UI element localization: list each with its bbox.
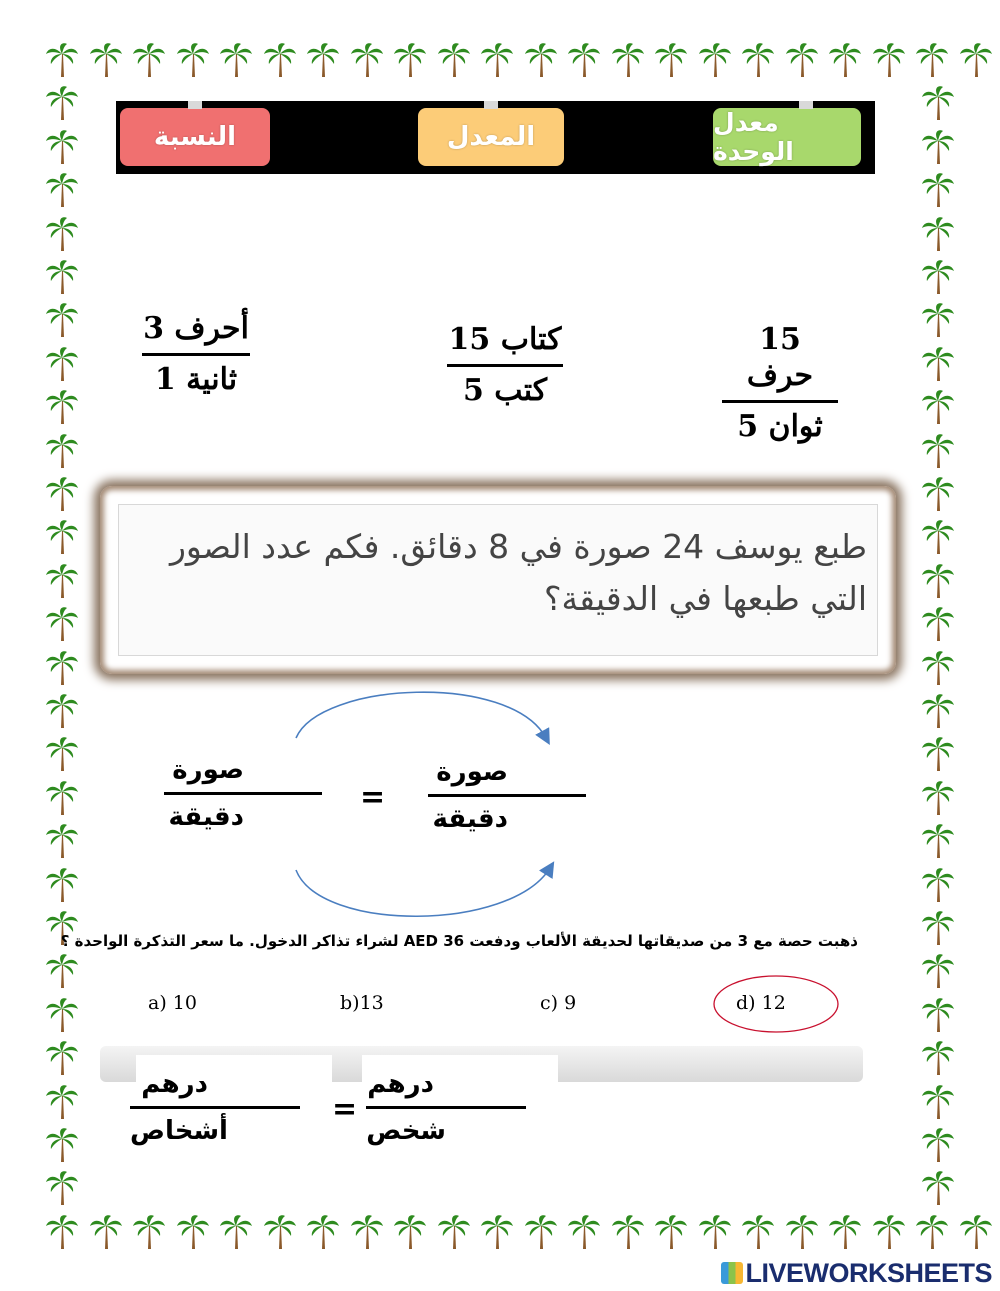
palm-tree-icon — [920, 1170, 956, 1212]
proportion2-left-fraction — [130, 1068, 300, 1147]
fraction-bar — [366, 1106, 526, 1109]
tab-bar — [116, 101, 875, 174]
palm-tree-icon — [44, 129, 80, 171]
palm-tree-icon — [920, 346, 956, 388]
fraction-denominator: 1 ثانية — [154, 362, 238, 397]
palm-tree-icon — [920, 216, 956, 258]
palm-tree-icon — [479, 42, 515, 84]
fraction-numerator: درهم — [367, 1069, 434, 1099]
palm-tree-icon — [479, 1214, 515, 1256]
top-arrow — [296, 692, 546, 738]
fraction-bar — [142, 353, 250, 356]
palm-tree-icon — [44, 476, 80, 518]
palm-tree-icon — [784, 42, 820, 84]
palm-tree-icon — [44, 1214, 80, 1256]
fraction-bar — [722, 400, 838, 403]
problem-text: طبع يوسف 24 صورة في 8 دقائق. فكم عدد الصور التي طبعها في الدقيقة؟ — [118, 504, 878, 656]
palm-tree-icon — [436, 42, 472, 84]
tab-ratio[interactable] — [120, 108, 270, 166]
palm-tree-icon — [920, 1040, 956, 1082]
tab-unit-rate[interactable] — [713, 108, 861, 166]
palm-tree-icon — [784, 1214, 820, 1256]
fraction-bar — [447, 364, 563, 367]
palm-tree-icon — [218, 1214, 254, 1256]
palm-tree-icon — [920, 172, 956, 214]
fraction-numerator: 3 أحرف — [143, 311, 249, 346]
palm-tree-icon — [44, 780, 80, 822]
palm-tree-icon — [610, 1214, 646, 1256]
palm-tree-icon — [920, 519, 956, 561]
palm-tree-icon — [920, 85, 956, 127]
palm-tree-icon — [920, 433, 956, 475]
mcq-question: ذهبت حصة مع 3 من صديقاتها لحديقة الألعاب ودفعت AED 36 لشراء تذاكر الدخول. ما سعر التذكرة الواحدة ؟ — [60, 932, 858, 950]
palm-tree-icon — [44, 606, 80, 648]
palm-tree-icon — [218, 42, 254, 84]
option-b[interactable]: b)13 — [340, 992, 384, 1014]
palm-tree-icon — [610, 42, 646, 84]
palm-tree-icon — [349, 1214, 385, 1256]
palm-tree-icon — [88, 1214, 124, 1256]
palm-tree-icon — [920, 736, 956, 778]
palm-tree-icon — [44, 953, 80, 995]
palm-tree-icon — [920, 953, 956, 995]
palm-tree-icon — [44, 693, 80, 735]
palm-tree-icon — [920, 389, 956, 431]
palm-tree-icon — [920, 606, 956, 648]
palm-tree-icon — [740, 1214, 776, 1256]
palm-tree-icon — [920, 563, 956, 605]
palm-tree-icon — [920, 1127, 956, 1169]
palm-tree-icon — [871, 42, 907, 84]
palm-tree-icon — [958, 42, 994, 84]
palm-tree-icon — [920, 302, 956, 344]
palm-tree-icon — [44, 650, 80, 692]
palm-tree-icon — [653, 1214, 689, 1256]
option-d[interactable]: d) 12 — [736, 992, 786, 1014]
palm-tree-icon — [349, 42, 385, 84]
palm-tree-icon — [44, 433, 80, 475]
fraction-denominator: دقيقة — [432, 804, 508, 834]
palm-tree-icon — [523, 42, 559, 84]
equals-sign: = — [360, 780, 386, 815]
proportion-right-fraction — [428, 756, 586, 835]
palm-tree-icon — [920, 823, 956, 865]
equals-sign: = — [332, 1092, 358, 1127]
answer-circle — [710, 970, 842, 1040]
mcq-card — [60, 918, 862, 1046]
palm-tree-icon — [88, 42, 124, 84]
palm-tree-icon — [920, 1084, 956, 1126]
palm-tree-icon — [44, 85, 80, 127]
fraction-denominator: دقيقة — [168, 802, 244, 832]
palm-tree-icon — [44, 1127, 80, 1169]
palm-tree-icon — [44, 42, 80, 84]
palm-tree-icon — [566, 1214, 602, 1256]
palm-tree-icon — [44, 1170, 80, 1212]
proportion2-right-fraction — [366, 1068, 526, 1147]
palm-tree-icon — [920, 650, 956, 692]
palm-tree-icon — [958, 1214, 994, 1256]
palm-tree-icon — [131, 42, 167, 84]
palm-tree-icon — [44, 389, 80, 431]
palm-tree-icon — [914, 1214, 950, 1256]
palm-tree-icon — [920, 997, 956, 1039]
palm-tree-icon — [305, 42, 341, 84]
fraction-bar — [130, 1106, 300, 1109]
palm-tree-icon — [920, 867, 956, 909]
fraction-denominator: 5 كتب — [462, 373, 548, 408]
fraction-bar — [428, 794, 586, 797]
tab-rate-label: المعدل — [446, 122, 536, 152]
palm-tree-icon — [44, 1084, 80, 1126]
palm-tree-icon — [920, 259, 956, 301]
fraction-numerator: 15 حرف — [746, 322, 814, 393]
fraction-numerator: صورة — [172, 755, 244, 785]
option-a[interactable]: a) 10 — [148, 992, 197, 1014]
example-fraction-letters-seconds — [722, 322, 838, 445]
palm-tree-icon — [697, 1214, 733, 1256]
palm-tree-icon — [740, 42, 776, 84]
palm-tree-icon — [920, 693, 956, 735]
palm-tree-icon — [392, 1214, 428, 1256]
palm-tree-icon — [175, 1214, 211, 1256]
example-fraction-unit-rate — [142, 311, 250, 398]
palm-tree-icon — [914, 42, 950, 84]
palm-tree-icon — [44, 259, 80, 301]
liveworksheets-logo — [721, 1258, 992, 1289]
fraction-denominator: أشخاص — [130, 1116, 228, 1146]
problem-card — [100, 486, 896, 674]
palm-tree-icon — [827, 42, 863, 84]
palm-tree-icon — [131, 1214, 167, 1256]
palm-tree-icon — [920, 476, 956, 518]
proportion-left-fraction — [164, 754, 322, 833]
palm-tree-icon — [44, 1040, 80, 1082]
logo-icon — [721, 1262, 743, 1284]
palm-tree-icon — [305, 1214, 341, 1256]
palm-tree-icon — [566, 42, 602, 84]
palm-tree-icon — [44, 216, 80, 258]
tab-unit-rate-label: معدل الوحدة — [713, 108, 794, 166]
palm-tree-icon — [44, 997, 80, 1039]
palm-tree-icon — [44, 823, 80, 865]
palm-tree-icon — [44, 302, 80, 344]
example-fraction-books — [447, 322, 563, 409]
fraction-numerator: درهم — [141, 1069, 208, 1099]
fraction-numerator: 15 كتاب — [448, 322, 562, 357]
fraction-denominator: 5 ثوان — [737, 409, 823, 444]
palm-tree-icon — [436, 1214, 472, 1256]
palm-tree-icon — [653, 42, 689, 84]
fraction-denominator: شخص — [366, 1116, 446, 1146]
palm-tree-icon — [44, 346, 80, 388]
tab-nub — [484, 101, 498, 109]
palm-tree-icon — [262, 1214, 298, 1256]
palm-tree-icon — [871, 1214, 907, 1256]
palm-tree-icon — [262, 42, 298, 84]
palm-tree-icon — [827, 1214, 863, 1256]
fraction-bar — [164, 792, 322, 795]
tab-ratio-label: النسبة — [153, 122, 237, 152]
logo-text: LIVEWORKSHEETS — [745, 1258, 992, 1288]
palm-tree-icon — [44, 867, 80, 909]
palm-tree-icon — [920, 780, 956, 822]
palm-tree-icon — [44, 563, 80, 605]
palm-tree-icon — [44, 172, 80, 214]
palm-tree-icon — [175, 42, 211, 84]
palm-tree-icon — [44, 519, 80, 561]
palm-tree-icon — [920, 910, 956, 952]
palm-tree-icon — [44, 736, 80, 778]
palm-tree-icon — [392, 42, 428, 84]
tab-rate[interactable] — [418, 108, 564, 166]
palm-tree-icon — [920, 129, 956, 171]
tab-nub — [799, 101, 813, 109]
fraction-numerator: صورة — [436, 757, 508, 787]
palm-tree-icon — [523, 1214, 559, 1256]
palm-tree-icon — [697, 42, 733, 84]
option-c[interactable]: c) 9 — [540, 992, 577, 1014]
bottom-arrow — [296, 868, 550, 916]
tab-nub — [188, 101, 202, 109]
